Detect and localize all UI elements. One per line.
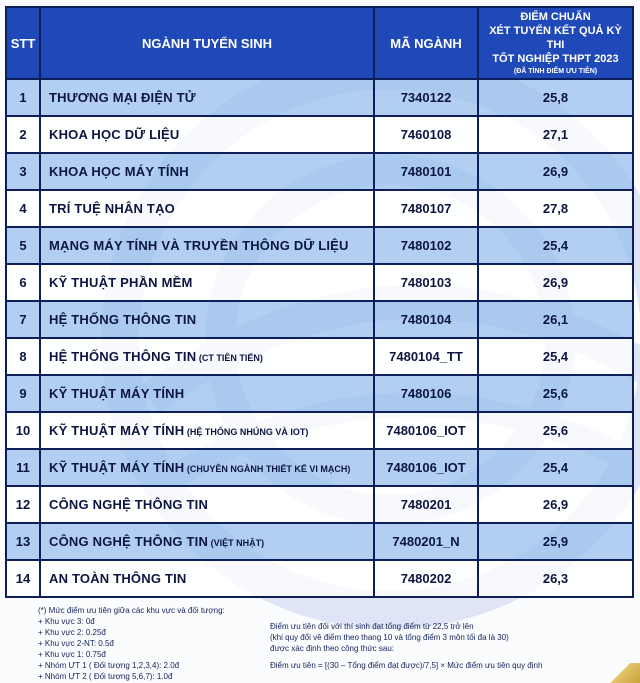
table-row xyxy=(6,449,633,486)
priority-note-line: (*) Mức điểm ưu tiên giữa các khu vực và đối tượng: xyxy=(38,606,225,615)
table-body xyxy=(6,79,633,597)
row-major xyxy=(40,449,374,486)
header-score-line4: (ĐÃ TÍNH ĐIỂM ƯU TIÊN) xyxy=(513,67,598,75)
row-code: 7460108 xyxy=(374,116,478,153)
row-stt: 5 xyxy=(6,227,40,264)
row-major xyxy=(40,190,374,227)
priority-note-line: + Nhóm ƯT 1 ( Đối tượng 1,2,3,4): 2.0đ xyxy=(38,661,180,670)
row-code: 7480106_IOT xyxy=(374,412,478,449)
row-stt: 12 xyxy=(6,486,40,523)
row-major xyxy=(40,301,374,338)
row-code: 7340122 xyxy=(374,79,478,116)
table-row xyxy=(6,153,633,190)
row-stt: 6 xyxy=(6,264,40,301)
row-major-name: MẠNG MÁY TÍNH VÀ TRUYỀN THÔNG DỮ LIỆU xyxy=(49,238,349,253)
row-major xyxy=(40,375,374,412)
table-row xyxy=(6,338,633,375)
row-major-name: KHOA HỌC DỮ LIỆU xyxy=(49,127,180,142)
row-code: 7480201 xyxy=(374,486,478,523)
priority-note-line: + Khu vực 1: 0.75đ xyxy=(38,650,106,659)
row-major xyxy=(40,486,374,523)
row-major xyxy=(40,264,374,301)
row-major xyxy=(40,79,374,116)
row-stt: 3 xyxy=(6,153,40,190)
formula-note-line: được xác định theo công thức sau: xyxy=(270,644,395,653)
row-major-sub: (HỆ THỐNG NHÚNG VÀ IOT) xyxy=(184,427,309,437)
row-score: 26,9 xyxy=(478,264,633,301)
row-stt: 9 xyxy=(6,375,40,412)
row-stt: 2 xyxy=(6,116,40,153)
table-row xyxy=(6,79,633,116)
table-row xyxy=(6,560,633,597)
formula-note-line: (khi quy đổi về điểm theo thang 10 và tổng điểm 3 môn tối đa là 30) xyxy=(270,633,509,642)
row-major-sub: (CHUYÊN NGÀNH THIẾT KẾ VI MẠCH) xyxy=(184,464,351,474)
row-score: 27,1 xyxy=(478,116,633,153)
row-major xyxy=(40,560,374,597)
row-stt: 14 xyxy=(6,560,40,597)
header-code: MÃ NGÀNH xyxy=(374,7,478,79)
row-score: 27,8 xyxy=(478,190,633,227)
row-code: 7480103 xyxy=(374,264,478,301)
row-score: 26,3 xyxy=(478,560,633,597)
row-major-name: HỆ THỐNG THÔNG TIN xyxy=(49,349,197,364)
priority-notes xyxy=(38,605,268,682)
row-stt: 7 xyxy=(6,301,40,338)
row-score: 25,4 xyxy=(478,227,633,264)
row-major-name: KỸ THUẬT PHẦN MỀM xyxy=(49,275,193,290)
row-code: 7480104_TT xyxy=(374,338,478,375)
header-major: NGÀNH TUYỂN SINH xyxy=(40,7,374,79)
priority-note-line: + Nhóm ƯT 2 ( Đối tượng 5,6,7): 1.0đ xyxy=(38,672,173,681)
row-stt: 8 xyxy=(6,338,40,375)
table-header-row xyxy=(6,7,633,79)
row-score: 25,9 xyxy=(478,523,633,560)
table-row xyxy=(6,301,633,338)
priority-note-line: + Khu vực 2-NT: 0.5đ xyxy=(38,639,114,648)
priority-formula-notes xyxy=(270,621,635,671)
row-major-name: CÔNG NGHỆ THÔNG TIN xyxy=(49,497,209,512)
row-major-name: THƯƠNG MẠI ĐIỆN TỬ xyxy=(49,90,196,105)
row-major xyxy=(40,412,374,449)
row-major-name: KỸ THUẬT MÁY TÍNH xyxy=(49,386,185,401)
row-major xyxy=(40,523,374,560)
row-code: 7480104 xyxy=(374,301,478,338)
row-code: 7480107 xyxy=(374,190,478,227)
table-row xyxy=(6,375,633,412)
row-major-name: KỸ THUẬT MÁY TÍNH xyxy=(49,423,185,438)
row-major xyxy=(40,338,374,375)
row-major xyxy=(40,227,374,264)
table-row xyxy=(6,190,633,227)
row-stt: 4 xyxy=(6,190,40,227)
row-code: 7480202 xyxy=(374,560,478,597)
priority-note-line: + Khu vực 2: 0.25đ xyxy=(38,628,106,637)
row-major-name: AN TOÀN THÔNG TIN xyxy=(49,571,187,586)
priority-formula: Điểm ưu tiên = [(30 – Tổng điểm đạt được)/7,5] × Mức điểm ưu tiên quy định xyxy=(270,661,543,670)
row-major-sub: (VIỆT NHẬT) xyxy=(208,538,265,548)
header-score-line1: ĐIỂM CHUẨN xyxy=(520,10,591,23)
row-major-name: HỆ THỐNG THÔNG TIN xyxy=(49,312,197,327)
table-row xyxy=(6,523,633,560)
header-score xyxy=(478,7,633,79)
row-code: 7480106_IOT xyxy=(374,449,478,486)
row-major-name: KHOA HỌC MÁY TÍNH xyxy=(49,164,189,179)
row-score: 26,9 xyxy=(478,153,633,190)
table-row xyxy=(6,264,633,301)
row-stt: 13 xyxy=(6,523,40,560)
row-score: 25,6 xyxy=(478,412,633,449)
row-stt: 10 xyxy=(6,412,40,449)
header-stt: STT xyxy=(6,7,40,79)
row-major xyxy=(40,116,374,153)
row-score: 25,8 xyxy=(478,79,633,116)
formula-note-line: Điểm ưu tiên đối với thí sinh đạt tổng điểm từ 22,5 trở lên xyxy=(270,622,474,631)
row-major-name: CÔNG NGHỆ THÔNG TIN xyxy=(49,534,209,549)
row-stt: 1 xyxy=(6,79,40,116)
row-major-name: KỸ THUẬT MÁY TÍNH xyxy=(49,460,185,475)
decorative-corner xyxy=(610,663,640,683)
priority-note-line: + Khu vực 3: 0đ xyxy=(38,617,95,626)
table-row xyxy=(6,412,633,449)
header-score-line2: XÉT TUYỂN KẾT QUẢ KỲ THI xyxy=(489,24,622,51)
table-row xyxy=(6,486,633,523)
row-score: 25,4 xyxy=(478,338,633,375)
table-row xyxy=(6,227,633,264)
row-code: 7480102 xyxy=(374,227,478,264)
row-score: 25,6 xyxy=(478,375,633,412)
table-row xyxy=(6,116,633,153)
row-code: 7480101 xyxy=(374,153,478,190)
row-code: 7480201_N xyxy=(374,523,478,560)
header-score-line3: TỐT NGHIỆP THPT 2023 xyxy=(492,52,619,65)
row-stt: 11 xyxy=(6,449,40,486)
row-score: 26,1 xyxy=(478,301,633,338)
row-score: 25,4 xyxy=(478,449,633,486)
row-major-sub: (CT TIÊN TIẾN) xyxy=(196,353,263,363)
row-major-name: TRÍ TUỆ NHÂN TẠO xyxy=(49,201,175,216)
row-code: 7480106 xyxy=(374,375,478,412)
admission-score-table xyxy=(5,6,634,598)
row-score: 26,9 xyxy=(478,486,633,523)
row-major xyxy=(40,153,374,190)
